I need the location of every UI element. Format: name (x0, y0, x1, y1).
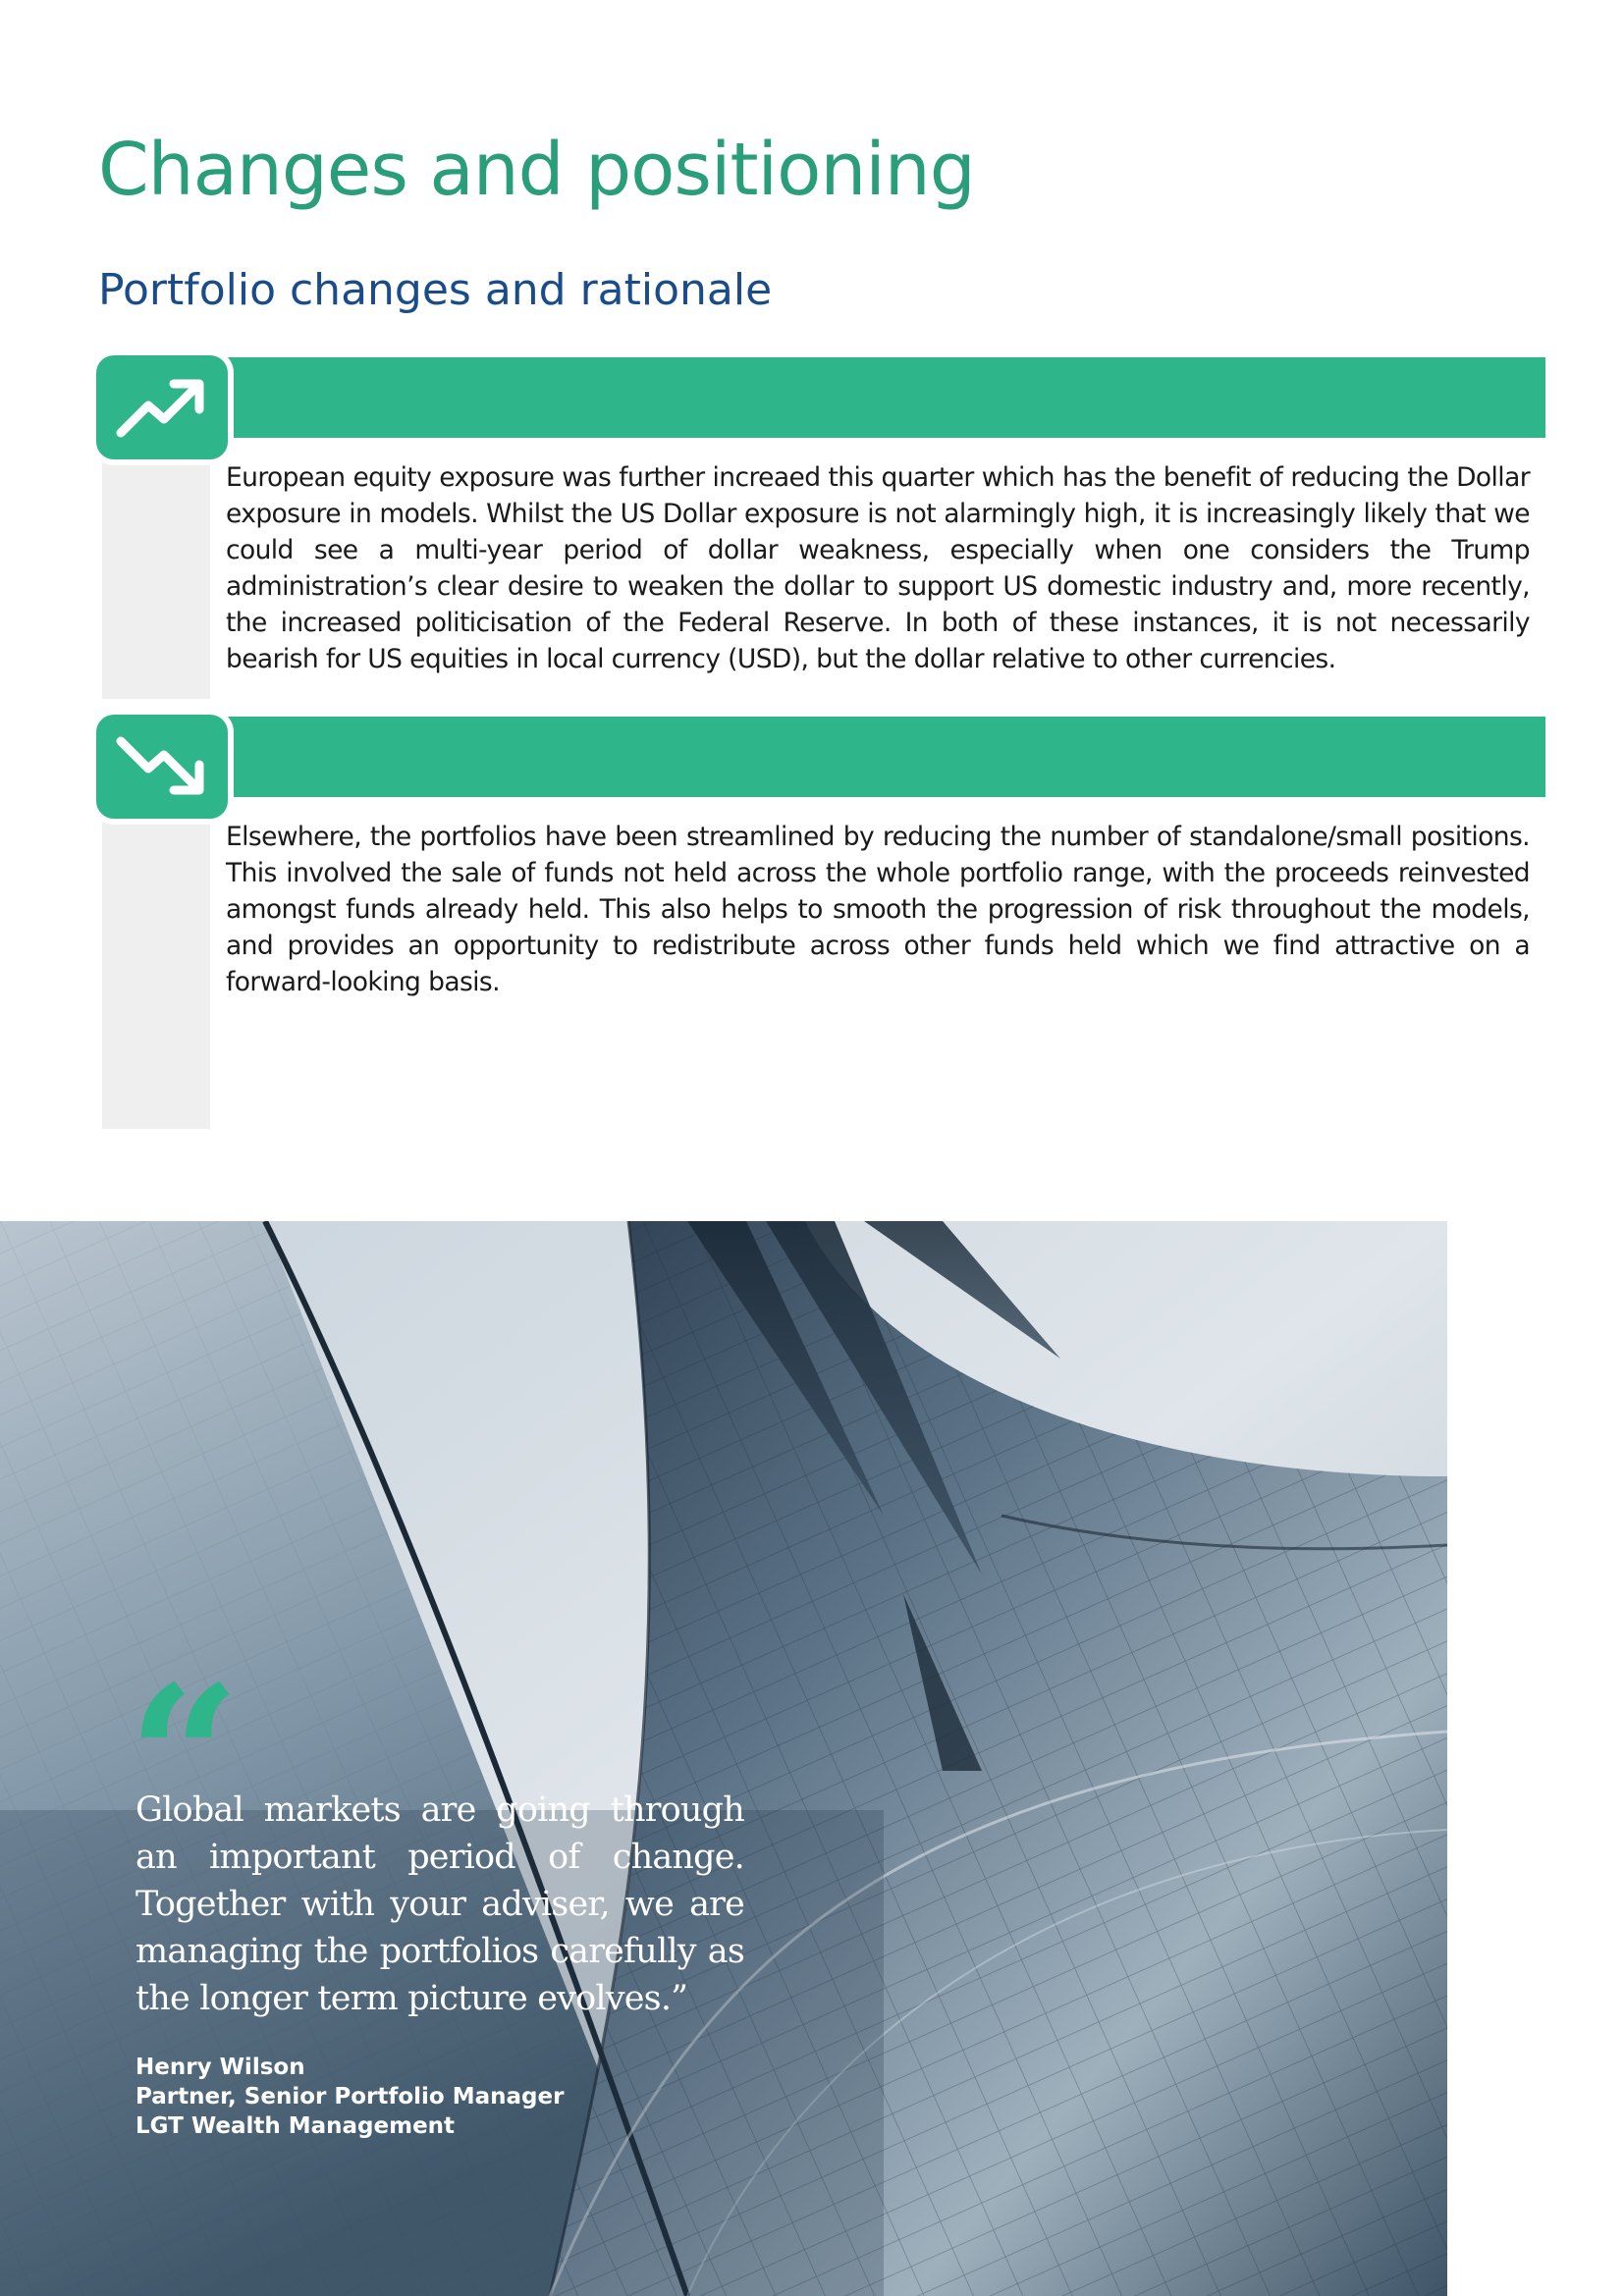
quote-author: Henry Wilson (135, 2055, 305, 2080)
trend-up-icon (115, 372, 209, 443)
quote-text: Global markets are going through an important period of change. Together with your adviser, we are managing the portfolios carefully as the longer term picture evolves.” (135, 1790, 744, 2018)
quote-author-company: LGT Wealth Management (135, 2113, 456, 2139)
sidebar-strip (102, 454, 210, 699)
quote-mark: “ (128, 1643, 242, 1874)
change-text-increase: European equity exposure was further increaed this quarter which has the benefit of reducing the Dollar exposure in models. Whilst the US Dollar exposure is not alarmingly high, it is increasingly likely that we could see a multi-year period of dollar weakness, especially when one considers the Trump administration’s clear desire to weaken the dollar to support US domestic industry and, more recently, the increased politicisation of the Federal Reserve. In both of these instances, it is not necessarily bearish for US equities in local currency (USD), but the dollar relative to other currencies. (226, 462, 1530, 674)
header-bar (149, 717, 1545, 797)
page-title: Changes and positioning (98, 128, 975, 212)
sidebar-strip (102, 813, 210, 1129)
section-subtitle: Portfolio changes and rationale (98, 265, 773, 315)
quote-photo-panel (0, 1221, 1447, 2296)
change-text-decrease: Elsewhere, the portfolios have been streamlined by reducing the number of standalone/small positions. This involved the sale of funds not held across the whole portfolio range, with the proceeds reinvested amongst funds already held. This also helps to smooth the progression of risk throughout the models, and provides an opportunity to redistribute across other funds held which we find attractive on a forward-looking basis. (226, 822, 1530, 997)
quote-author-role: Partner, Senior Portfolio Manager (135, 2084, 565, 2109)
trend-down-badge (90, 709, 234, 825)
quote-attribution (135, 2053, 564, 2141)
trend-down-icon (115, 731, 209, 802)
change-block-increase (90, 349, 1545, 699)
change-block-decrease (90, 709, 1545, 1025)
trend-up-badge (90, 349, 234, 465)
header-bar (149, 357, 1545, 438)
